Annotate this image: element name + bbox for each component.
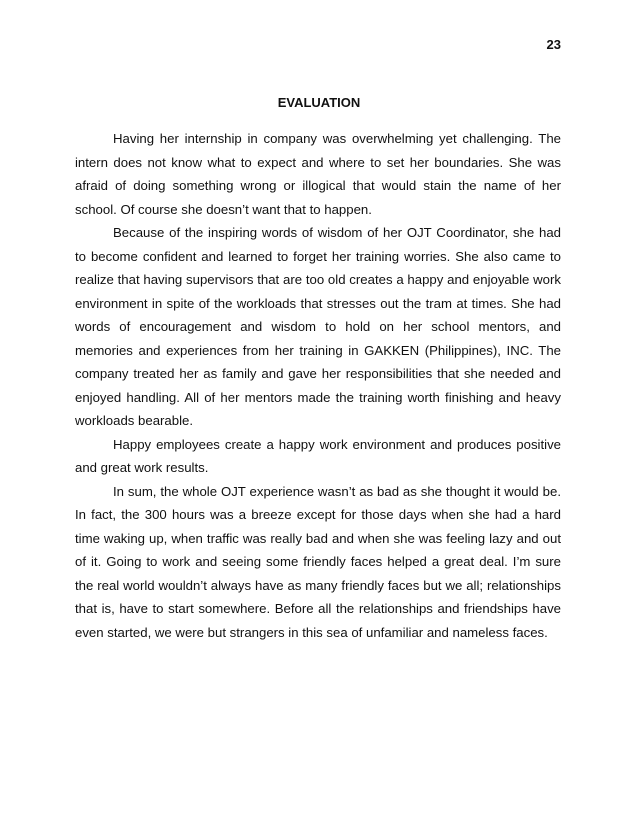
page-number: 23 [546,37,561,52]
page-title: EVALUATION [277,95,361,110]
paragraph-summary: In sum, the whole OJT experience wasn’t as bad as she thought it would be. In fact, the 300 hours was a breeze except for those days when she had a hard time waking up, when traffic was really bad and when she was feeling lazy and out of it. Going to work and seeing some friendly faces helped a great deal. I’m sure the real world wouldn’t always have as many friendly faces but we all; relationships that is, have to start somewhere. Before all the relationships and friendships have even started, we were but strangers in this sea of unfamiliar and nameless faces. [75,483,561,640]
paragraph-coordinator-and-mentors: Because of the inspiring words of wisdom of her OJT Coordinator, she had to become confident and learned to forget her training worries. She also came to realize that having supervisors that are too old creates a happy and enjoyable work environment in spite of the workloads that stresses out the tram at times. She had words of encouragement and wisdom to hold on her school mentors, and memories and experiences from her training in GAKKEN (Philippines), INC. The company treated her as family and gave her responsibilities that she needed and enjoyed handling. All of her mentors made the training worth finishing and heavy workloads bearable. [75,225,561,428]
paragraph-introduction: Having her internship in company was overwhelming yet challenging. The intern does not know what to expect and where to set her boundaries. She was afraid of doing something wrong or illogical that would stain the name of her school. Of course she doesn’t want that to happen. [75,131,561,217]
paragraph-happy-employees: Happy employees create a happy work environment and produces positive and great work results. [75,436,561,475]
body-text [75,127,561,644]
